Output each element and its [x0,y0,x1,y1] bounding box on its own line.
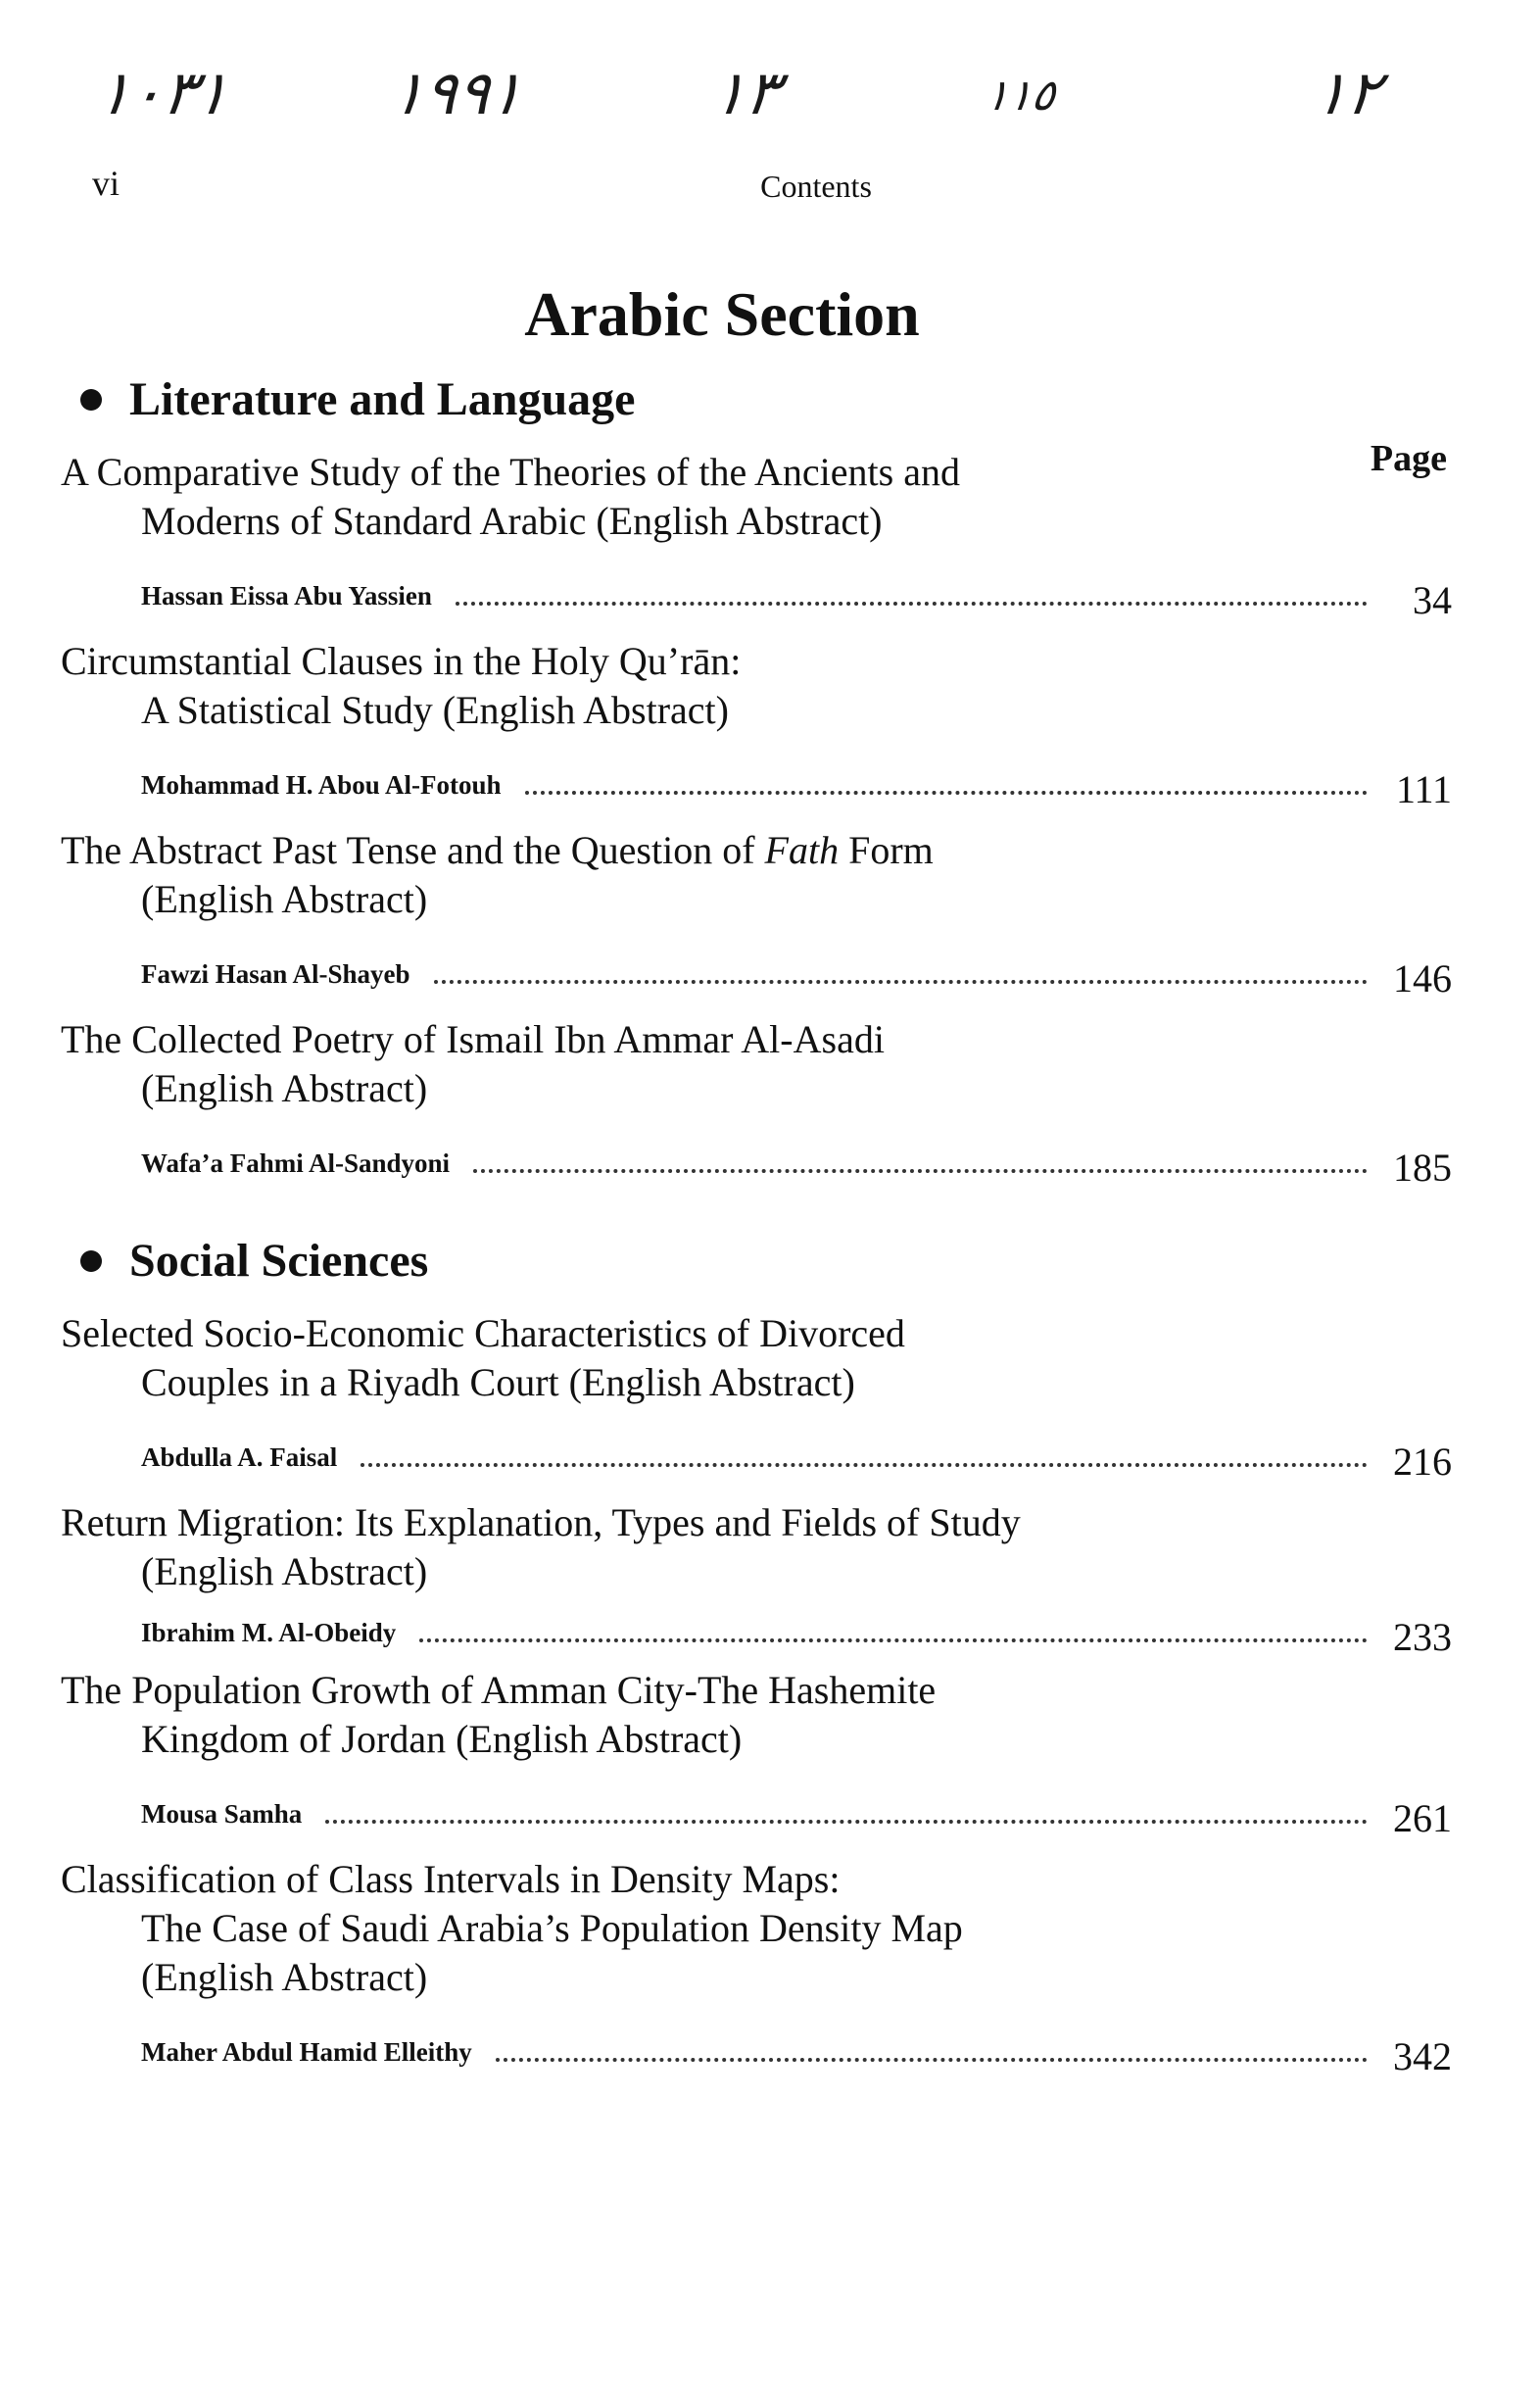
handwritten-mark-5: ١٢ [1309,57,1385,128]
italic-term: Fath [764,828,840,872]
entry-page-number: 146 [1393,956,1452,1001]
entry-author: Maher Abdul Hamid Elleithy [141,2037,472,2067]
entry-author-row [61,2022,1452,2078]
entry-page-number: 342 [1393,2034,1452,2078]
toc-entry[interactable] [61,826,1452,1001]
page-column-label: Page [1370,438,1447,479]
entry-page-number: 261 [1393,1796,1452,1840]
toc-entry[interactable] [61,1498,1452,1659]
entry-title: The Population Growth of Amman City-The Hashemite Kingdom of Jordan (English Abstract) [61,1668,937,1761]
entry-author-row [61,1602,1452,1659]
handwritten-mark-4: ١١٥ [982,71,1059,121]
bullet-icon [80,389,102,411]
entry-title: A Comparative Study of the Theories of the Ancients and Moderns of Standard Arabic (English Abstract) [61,450,960,543]
entry-author-row [61,1427,1452,1484]
entry-author: Mousa Samha [141,1799,303,1829]
toc-entry[interactable] [61,1855,1452,2078]
category-title: Literature and Language [129,373,636,425]
table-of-contents [61,372,1452,2093]
handwritten-mark-2: ١٩٩١ [386,57,528,128]
entry-page-number: 185 [1393,1146,1452,1190]
entry-page-number: 34 [1413,578,1452,622]
entry-author-row [61,755,1452,811]
category-heading [80,1234,1452,1288]
handwritten-mark-1: ١٠٣١ [92,57,234,128]
toc-entry[interactable] [61,637,1452,811]
entry-title: The Collected Poetry of Ismail Ibn Ammar Al-Asadi (English Abstract) [61,1017,885,1110]
dot-leader [325,1819,1368,1824]
entry-author: Mohammad H. Abou Al-Fotouh [141,770,502,800]
entry-title: Classification of Class Intervals in Density Maps: The Case of Saudi Arabia’s Population Density Map (English Abstract) [61,1857,963,1999]
dot-leader [496,2057,1368,2062]
category-heading [80,372,1452,426]
dot-leader [456,601,1368,606]
toc-entry[interactable] [61,1666,1452,1840]
entry-author-row [61,1133,1452,1190]
toc-entry[interactable] [61,448,1452,622]
entry-page-number: 111 [1395,767,1452,811]
entry-page-number: 216 [1393,1440,1452,1484]
entry-author: Fawzi Hasan Al-Shayeb [141,959,410,989]
entry-author-row [61,944,1452,1001]
entry-title: Selected Socio-Economic Characteristics of Divorced Couples in a Riyadh Court (English Abstract) [61,1311,905,1404]
running-title: Contents [760,169,872,204]
entry-title: Circumstantial Clauses in the Holy Qu’rān: A Statistical Study (English Abstract) [61,639,742,732]
entry-author-row [61,565,1452,622]
running-head [0,163,1540,212]
toc-entry[interactable] [61,1015,1452,1190]
entry-title: The Abstract Past Tense and the Question of Fath Form (English Abstract) [61,828,934,921]
category-title: Social Sciences [129,1235,429,1287]
page-folio: vi [92,164,120,203]
entry-author-row [61,1783,1452,1840]
dot-leader [361,1462,1368,1467]
bullet-icon [80,1250,102,1272]
entry-author: Ibrahim M. Al-Obeidy [141,1618,397,1647]
entry-page-number: 233 [1393,1615,1452,1659]
section-title: Arabic Section [524,279,920,349]
dot-leader [473,1168,1368,1173]
entry-author: Hassan Eissa Abu Yassien [141,581,432,610]
dot-leader [525,790,1368,795]
dot-leader [419,1637,1368,1642]
entry-author: Abdulla A. Faisal [141,1442,338,1472]
entry-title: Return Migration: Its Explanation, Types and Fields of Study (English Abstract) [61,1500,1021,1593]
toc-entry[interactable] [61,1309,1452,1484]
handwritten-mark-3: ١٣ [707,57,784,128]
entry-author: Wafa’a Fahmi Al-Sandyoni [141,1148,451,1178]
dot-leader [434,979,1368,984]
